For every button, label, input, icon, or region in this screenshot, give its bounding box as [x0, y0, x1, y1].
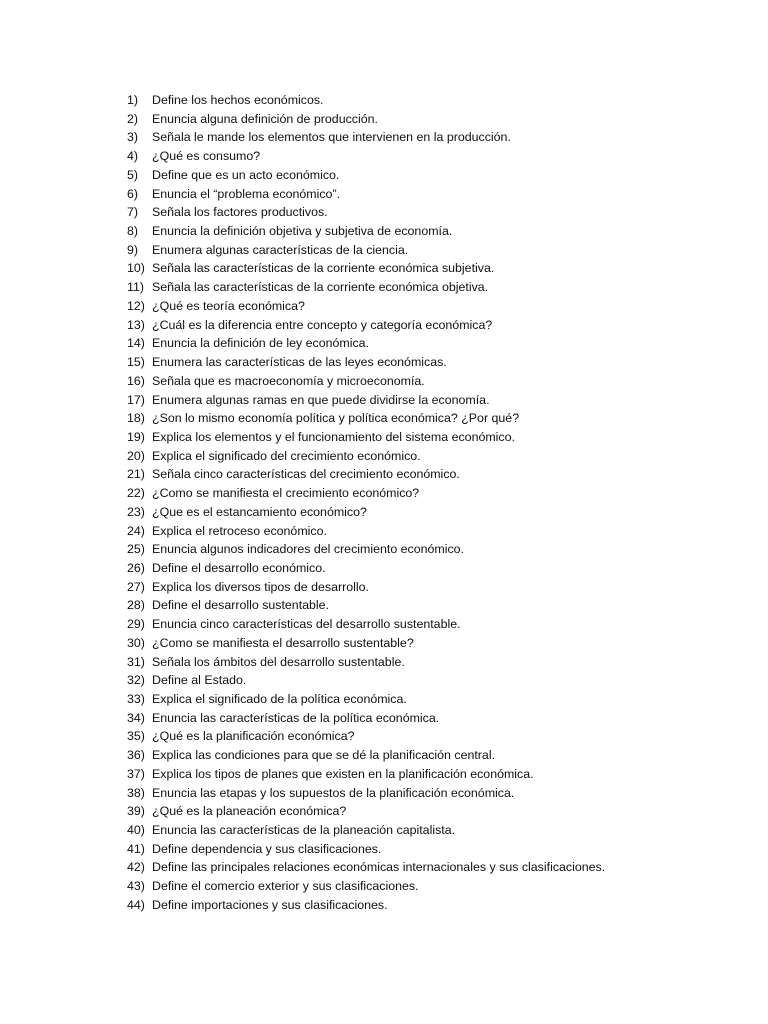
question-number: 29) — [127, 617, 145, 632]
question-item — [127, 578, 727, 597]
question-text: Enumera algunas ramas en que puede dividirse la economía. — [152, 392, 490, 407]
question-text: Enumera algunas características de la ciencia. — [152, 242, 409, 257]
question-number: 7) — [127, 205, 139, 220]
question-text: Señala cinco características del crecimiento económico. — [152, 467, 460, 482]
question-number: 24) — [127, 523, 145, 538]
question-text: Explica el significado de la política económica. — [152, 692, 407, 706]
question-text: Enuncia algunos indicadores del crecimiento económico. — [152, 542, 465, 557]
question-text: Define el comercio exterior y sus clasificaciones. — [152, 879, 419, 894]
question-item — [127, 203, 727, 222]
question-number: 16) — [127, 373, 145, 388]
question-number: 2) — [127, 111, 139, 126]
question-text: Enuncia las etapas y los supuestos de la planificación económica. — [152, 785, 515, 800]
question-item — [127, 746, 727, 765]
question-number: 6) — [127, 186, 139, 201]
question-item — [127, 110, 727, 129]
question-number: 26) — [127, 560, 145, 575]
question-text: Señala que es macroeconomía y microeconomía. — [152, 373, 425, 388]
question-text: Señala los factores productivos. — [152, 205, 328, 220]
question-text: Define que es un acto económico. — [152, 167, 340, 182]
question-item — [127, 634, 727, 653]
question-item — [127, 559, 727, 578]
question-text: ¿Qué es la planeación económica? — [152, 804, 347, 819]
question-item — [127, 709, 727, 728]
question-number: 31) — [127, 654, 145, 669]
question-text: ¿Qué es teoría económica? — [152, 298, 305, 313]
question-item — [127, 877, 727, 896]
question-item — [127, 821, 727, 840]
question-number: 39) — [127, 804, 145, 819]
question-number: 17) — [127, 392, 145, 407]
question-text: ¿Como se manifiesta el crecimiento económico? — [152, 486, 420, 501]
question-number: 21) — [127, 467, 145, 482]
question-number: 14) — [127, 336, 145, 351]
question-item — [127, 802, 727, 821]
question-item — [127, 858, 727, 877]
question-item — [127, 316, 727, 335]
question-text: Señala le mande los elementos que intervienen en la producción. — [152, 130, 511, 145]
question-item — [127, 372, 727, 391]
question-text: Explica los tipos de planes que existen en la planificación económica. — [152, 766, 534, 781]
question-item — [127, 896, 727, 915]
question-text: ¿Cuál es la diferencia entre concepto y categoría económica? — [152, 317, 493, 332]
question-number: 32) — [127, 673, 145, 688]
question-item — [127, 259, 727, 278]
question-number: 35) — [127, 729, 145, 744]
question-text: Explica el retroceso económico. — [152, 523, 327, 538]
question-item — [127, 353, 727, 372]
question-text: Enuncia cinco características del desarrollo sustentable. — [152, 617, 461, 632]
question-number: 11) — [127, 280, 144, 295]
question-text: Señala las características de la corriente económica subjetiva. — [152, 261, 495, 276]
question-item — [127, 727, 727, 746]
question-number: 37) — [127, 766, 145, 781]
question-item — [127, 241, 727, 260]
question-text: Enuncia las características de la política económica. — [152, 710, 440, 725]
question-number: 15) — [127, 355, 145, 370]
question-number: 41) — [127, 841, 145, 856]
question-item — [127, 653, 727, 672]
question-item — [127, 297, 727, 316]
question-item — [127, 615, 727, 634]
question-text: Define al Estado. — [152, 673, 247, 688]
question-number: 1) — [127, 93, 139, 107]
question-number: 34) — [127, 710, 145, 725]
question-text: Define los hechos económicos. — [152, 93, 324, 107]
question-number: 36) — [127, 748, 145, 763]
question-number: 19) — [127, 429, 145, 444]
question-number: 22) — [127, 486, 145, 501]
question-text: Enuncia alguna definición de producción. — [152, 111, 378, 126]
question-number: 12) — [127, 298, 145, 313]
question-text: Enuncia las características de la planeación capitalista. — [152, 823, 456, 838]
question-number: 20) — [127, 448, 145, 463]
question-text: ¿Que es el estancamiento económico? — [152, 504, 367, 519]
question-item — [127, 278, 727, 297]
question-text: Señala los ámbitos del desarrollo sustentable. — [152, 654, 405, 669]
question-number: 38) — [127, 785, 145, 800]
question-text: Define las principales relaciones económicas internacionales y sus clasificaciones. — [152, 860, 606, 875]
question-text: Enuncia la definición de ley económica. — [152, 336, 369, 351]
question-text: Define el desarrollo económico. — [152, 560, 326, 575]
question-number: 25) — [127, 542, 145, 557]
question-text: Define importaciones y sus clasificaciones. — [152, 897, 388, 912]
question-item — [127, 596, 727, 615]
question-number: 42) — [127, 860, 145, 875]
question-item — [127, 840, 727, 859]
question-text: ¿Qué es consumo? — [152, 149, 261, 164]
question-item — [127, 128, 727, 147]
question-number: 3) — [127, 130, 139, 145]
question-text: Explica las condiciones para que se dé la planificación central. — [152, 748, 496, 763]
question-text: Enuncia el “problema económico”. — [152, 186, 341, 201]
question-text: Señala las características de la corriente económica objetiva. — [152, 280, 489, 295]
question-item — [127, 391, 727, 410]
question-item — [127, 428, 727, 447]
question-text: Explica el significado del crecimiento económico. — [152, 448, 421, 463]
question-number: 8) — [127, 224, 139, 239]
question-number: 23) — [127, 504, 145, 519]
question-text: ¿Qué es la planificación económica? — [152, 729, 355, 744]
question-text: Define dependencia y sus clasificaciones. — [152, 841, 382, 856]
question-item — [127, 522, 727, 541]
question-number: 43) — [127, 879, 145, 894]
question-item — [127, 185, 727, 204]
question-text: Define el desarrollo sustentable. — [152, 598, 330, 613]
question-number: 10) — [127, 261, 145, 276]
question-number: 13) — [127, 317, 145, 332]
question-item — [127, 334, 727, 353]
question-item — [127, 91, 727, 110]
question-number: 18) — [127, 411, 145, 426]
question-item — [127, 484, 727, 503]
question-number: 40) — [127, 823, 145, 838]
question-number: 44) — [127, 897, 145, 912]
question-item — [127, 465, 727, 484]
question-item — [127, 540, 727, 559]
question-number: 9) — [127, 242, 139, 257]
question-list — [127, 91, 727, 915]
question-item — [127, 690, 727, 709]
question-item — [127, 503, 727, 522]
question-item — [127, 765, 727, 784]
question-number: 30) — [127, 635, 145, 650]
question-number: 27) — [127, 579, 145, 594]
question-item — [127, 671, 727, 690]
question-text: Explica los diversos tipos de desarrollo. — [152, 579, 369, 594]
question-text: Enumera las características de las leyes económicas. — [152, 355, 447, 370]
question-number: 5) — [127, 167, 139, 182]
question-item — [127, 147, 727, 166]
question-text: Enuncia la definición objetiva y subjetiva de economía. — [152, 224, 453, 239]
question-item — [127, 166, 727, 185]
question-text: ¿Son lo mismo economía política y política económica? ¿Por qué? — [152, 411, 520, 426]
question-number: 33) — [127, 692, 145, 706]
question-item — [127, 222, 727, 241]
question-number: 28) — [127, 598, 145, 613]
question-text: ¿Como se manifiesta el desarrollo sustentable? — [152, 635, 414, 650]
question-item — [127, 784, 727, 803]
question-item — [127, 409, 727, 428]
question-text: Explica los elementos y el funcionamiento del sistema económico. — [152, 429, 515, 444]
question-number: 4) — [127, 149, 139, 164]
question-item — [127, 447, 727, 466]
